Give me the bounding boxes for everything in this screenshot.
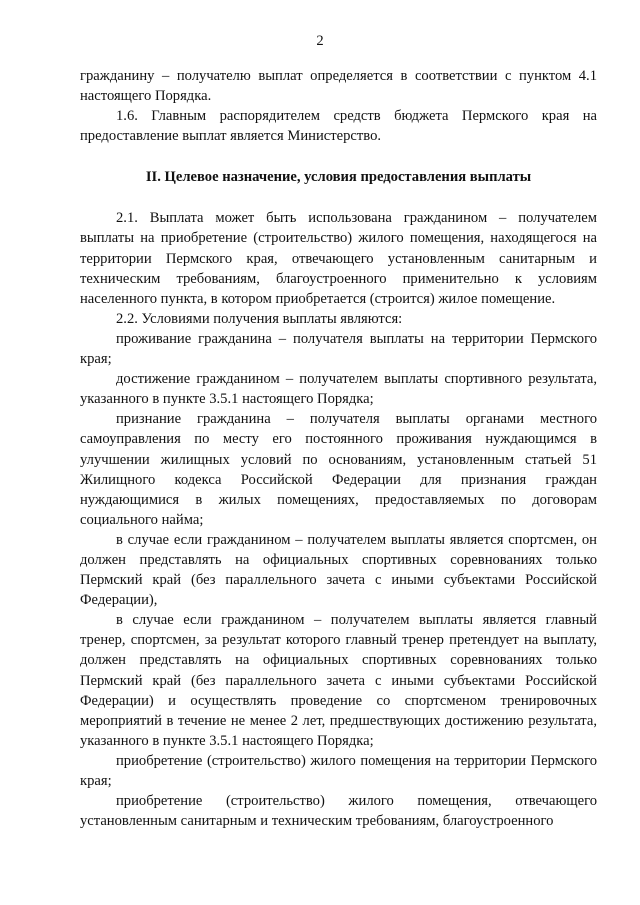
condition-athlete-representation: в случае если гражданином – получателем выплаты является спортсмен, он должен представлять на официальных спортивных соревнованиях только Пермский край (без параллельного зачета с иными субъектами Российской Федерации),	[80, 531, 597, 609]
section-heading: II. Целевое назначение, условия предоставления выплаты	[145, 169, 532, 186]
condition-housing-requirements: приобретение (строительство) жилого помещения, отвечающего установленным санитарным и техническим требованиям, благоустроенного	[80, 793, 597, 830]
condition-residence: проживание гражданина – получателя выплаты на территории Пермского края;	[80, 330, 597, 368]
condition-sport-result: достижение гражданином – получателем выплаты спортивного результата, указанного в пункте 3.5.1 настоящего Порядка;	[80, 371, 597, 408]
paragraph-2-1: 2.1. Выплата может быть использована гражданином – получателем выплаты на приобретение (строительство) жилого помещения, находящегося на территории Пермского края, отвечающего установленным санитарным и техническим требованиям, благоустроенного применительно к условиям населенного пункта, в котором приобретается (строится) жилое помещение.	[80, 210, 597, 307]
paragraph-2-2: 2.2. Условиями получения выплаты являются:	[116, 310, 403, 327]
document-body	[80, 66, 597, 831]
condition-coach-representation: в случае если гражданином – получателем выплаты является главный тренер, спортсмен, за результат которого главный тренер претендует на выплату, должен представлять на официальных спортивных соревнованиях только Пермский край (без параллельного зачета с иными субъектами Российской Федерации) и осуществлять проведение со спортсменом тренировочных мероприятий в течение не менее 2 лет, предшествующих достижению результата, указанного в пункте 3.5.1 настоящего Порядка;	[80, 612, 597, 749]
condition-housing-location: приобретение (строительство) жилого помещения на территории Пермского края;	[80, 752, 597, 789]
paragraph-continuation: гражданину – получателю выплат определяется в соответствии с пунктом 4.1 настоящего Порядка.	[80, 68, 597, 105]
page-number: 2	[316, 33, 324, 49]
condition-housing-need: признание гражданина – получателя выплаты органами местного самоуправления по месту его постоянного проживания нуждающимся в улучшении жилищных условий по основаниям, установленным статьей 51 Жилищного кодекса Российской Федерации для признания граждан нуждающимися в жилых помещениях, предоставляемых по договорам социального найма;	[80, 411, 597, 528]
paragraph-1-6: 1.6. Главным распорядителем средств бюджета Пермского края на предоставление выплат является Министерство.	[80, 108, 597, 145]
